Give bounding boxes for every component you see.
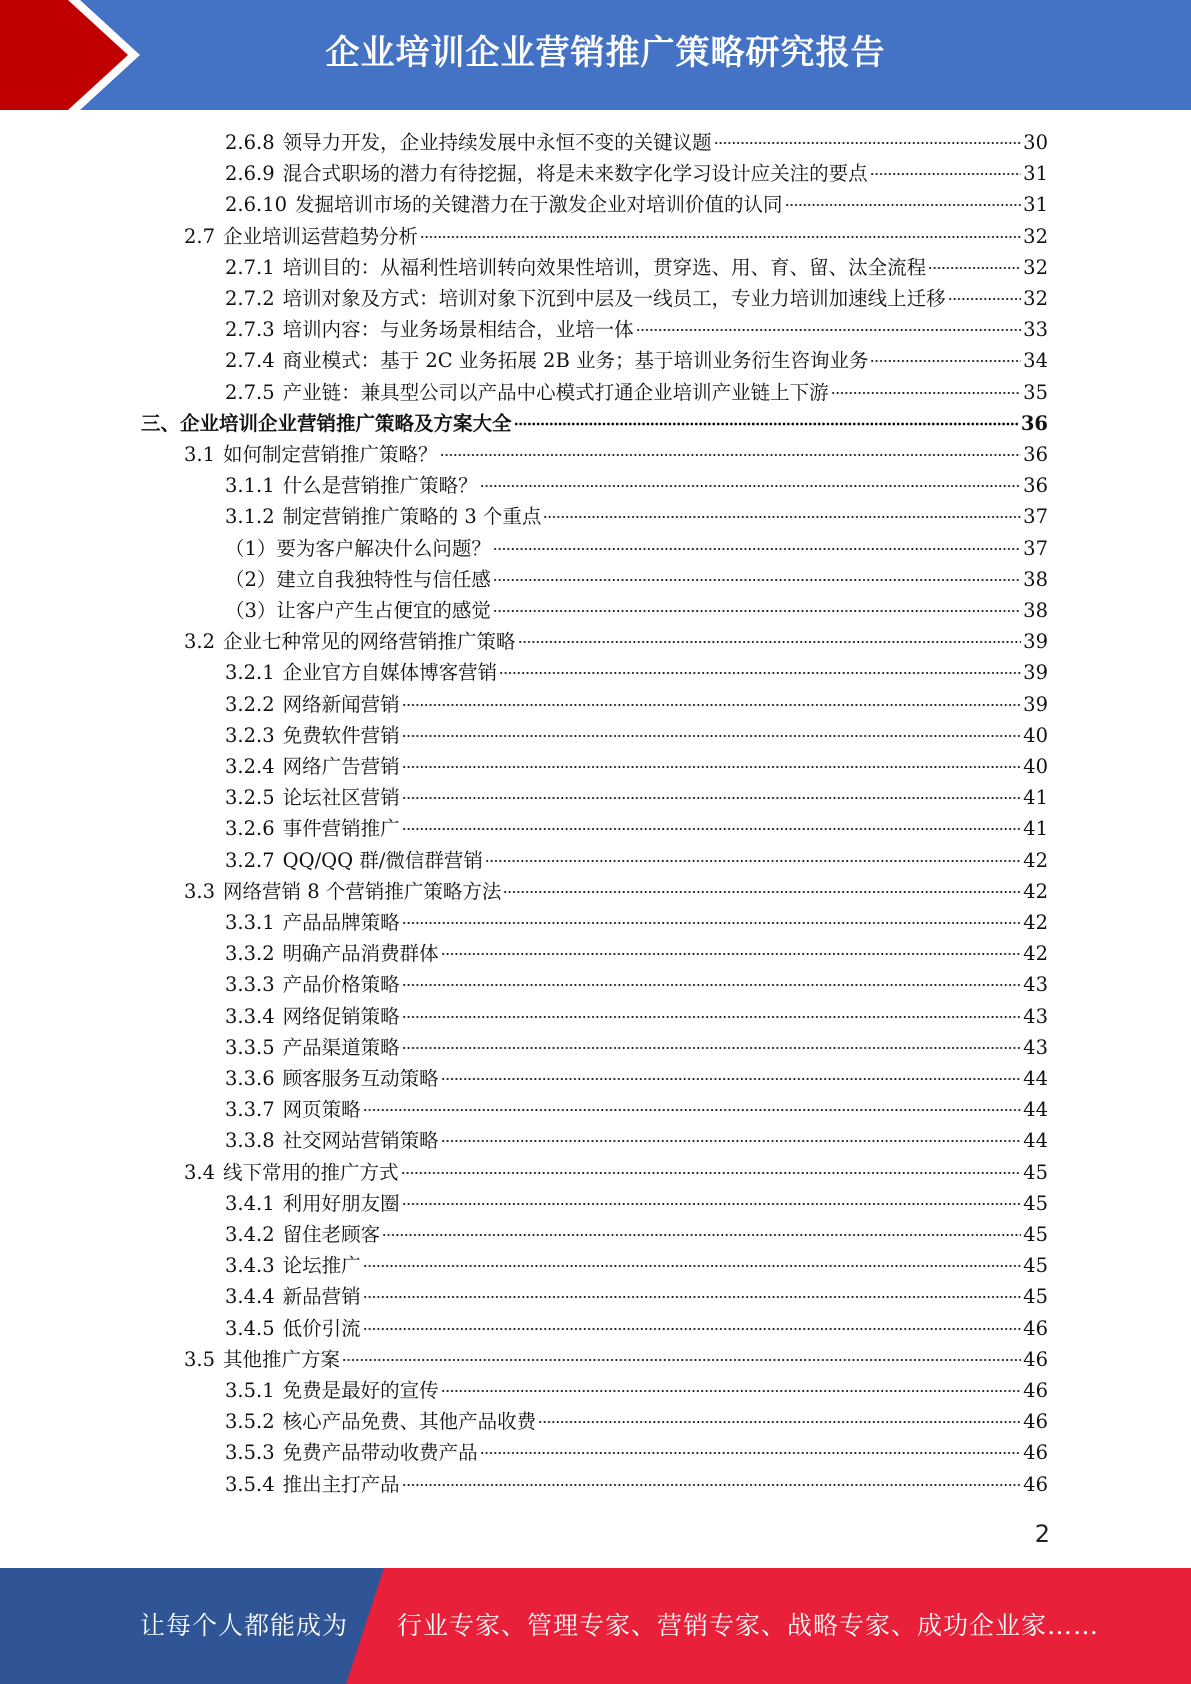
toc-entry-number: 3.5.1 (225, 1379, 275, 1402)
toc-entry-page: 38 (1023, 567, 1048, 591)
toc-dot-leader (342, 1358, 1021, 1362)
toc-entry-title: 利用好朋友圈 (282, 1191, 400, 1215)
toc-dot-leader (401, 1171, 1022, 1175)
toc-entry-page: 37 (1023, 536, 1048, 560)
toc-entry-title: QQ/QQ 群/微信群营销 (282, 848, 483, 872)
toc-dot-leader (948, 297, 1022, 301)
toc-entry-page: 35 (1023, 380, 1048, 404)
toc-dot-leader (928, 266, 1021, 270)
toc-dot-leader (543, 515, 1021, 519)
toc-entry-page: 44 (1023, 1067, 1048, 1090)
toc-entry-title: 线下常用的推广方式 (223, 1160, 399, 1184)
toc-entry-title: 明确产品消费群体 (282, 942, 439, 966)
toc-entry-number: 2.7.3 (225, 318, 275, 342)
toc-entry[interactable] (225, 564, 1048, 595)
toc-entry-number: 3.2.2 (225, 692, 275, 716)
toc-entry[interactable] (225, 782, 1048, 813)
toc-entry-page: 45 (1023, 1160, 1048, 1184)
report-title: 企业培训企业营销推广策略研究报告 (325, 33, 886, 73)
toc-entry-title: 核心产品免费、其他产品收费 (282, 1410, 537, 1434)
toc-entry[interactable] (225, 158, 1048, 189)
toc-dot-leader (420, 235, 1021, 239)
toc-dot-leader (870, 359, 1021, 363)
toc-entry-number: 3.1 (184, 443, 216, 466)
toc-entry-page: 42 (1023, 848, 1048, 872)
toc-entry-number: （3） (225, 599, 277, 622)
toc-entry-page: 43 (1023, 1004, 1048, 1028)
toc-entry[interactable] (225, 1406, 1048, 1437)
toc-entry[interactable] (225, 501, 1048, 532)
toc-entry-title: 论坛社区营销 (282, 786, 400, 810)
toc-dot-leader (441, 1389, 1022, 1393)
toc-entry-page: 45 (1023, 1191, 1048, 1215)
toc-entry[interactable] (184, 876, 1048, 907)
toc-entry-number: 3.1.1 (225, 474, 275, 498)
toc-entry[interactable] (184, 439, 1048, 470)
toc-entry-number: 3.3.2 (225, 942, 275, 966)
toc-entry-number: 3.3.4 (225, 1004, 275, 1028)
toc-entry-page: 30 (1023, 131, 1048, 154)
toc-entry-page: 40 (1023, 755, 1048, 778)
toc-entry-number: 3.5.4 (225, 1472, 275, 1496)
toc-entry[interactable] (184, 1344, 1048, 1375)
toc-entry-page: 42 (1023, 942, 1048, 966)
toc-entry[interactable] (225, 1469, 1048, 1500)
toc-entry-title: 免费产品带动收费产品 (282, 1441, 478, 1465)
toc-entry-number: 3.2 (184, 630, 216, 654)
toc-dot-leader (363, 1108, 1022, 1112)
toc-dot-leader (480, 484, 1022, 488)
toc-dot-leader (402, 1202, 1022, 1206)
toc-entry-page: 36 (1023, 474, 1048, 498)
toc-entry[interactable] (141, 408, 1048, 439)
toc-entry-page: 42 (1023, 879, 1048, 903)
toc-entry-number: 2.6.9 (225, 162, 275, 186)
toc-dot-leader (636, 328, 1022, 332)
toc-dot-leader (831, 391, 1022, 395)
toc-entry-page: 46 (1023, 1472, 1048, 1496)
toc-entry-page: 31 (1023, 162, 1048, 186)
toc-entry-title: 领导力开发，企业持续发展中永恒不变的关键议题 (282, 131, 712, 154)
toc-dot-leader (402, 734, 1022, 738)
toc-entry[interactable] (225, 1094, 1048, 1125)
toc-entry[interactable] (184, 626, 1048, 657)
toc-entry[interactable] (225, 657, 1048, 688)
toc-dot-leader (870, 172, 1022, 176)
toc-entry-title: 产品价格策略 (282, 973, 400, 997)
toc-entry-number: 3.5.2 (225, 1410, 275, 1434)
toc-entry-title: 培训内容：与业务场景相结合，业培一体 (282, 318, 634, 342)
toc-dot-leader (714, 141, 1022, 145)
toc-entry-number: 3.5.3 (225, 1441, 275, 1465)
toc-entry-title: 混合式职场的潜力有待挖掘，将是未来数字化学习设计应关注的要点 (282, 162, 868, 186)
toc-entry-number: 3.4.5 (225, 1316, 275, 1340)
toc-entry-title: 让客户产生占便宜的感觉 (276, 599, 491, 622)
toc-entry[interactable] (225, 1063, 1048, 1094)
toc-entry-title: 免费是最好的宣传 (282, 1379, 439, 1402)
toc-entry-title: 顾客服务互动策略 (282, 1067, 439, 1090)
toc-dot-leader (402, 983, 1022, 987)
toc-entry-page: 31 (1023, 193, 1048, 217)
toc-entry-number: 2.7.5 (225, 380, 275, 404)
toc-dot-leader (480, 1451, 1022, 1455)
toc-entry[interactable] (225, 252, 1048, 283)
toc-dot-leader (518, 640, 1022, 644)
toc-entry-title: 建立自我独特性与信任感 (276, 567, 491, 591)
toc-dot-leader (402, 827, 1022, 831)
toc-entry[interactable] (225, 1032, 1048, 1063)
toc-entry-number: 3.4.4 (225, 1285, 275, 1309)
toc-entry-page: 45 (1023, 1285, 1048, 1309)
toc-entry-title: 发掘培训市场的关键潜力在于激发企业对培训价值的认同 (295, 193, 783, 217)
toc-entry[interactable] (225, 720, 1048, 751)
toc-entry[interactable] (225, 1125, 1048, 1156)
toc-dot-leader (499, 671, 1021, 675)
toc-entry[interactable] (225, 1375, 1048, 1406)
page-header (0, 0, 1191, 110)
toc-entry-title: 网络新闻营销 (282, 692, 400, 716)
toc-entry-number: 3.2.5 (225, 786, 275, 810)
toc-entry-page: 32 (1023, 224, 1048, 248)
toc-entry-page: 41 (1023, 817, 1048, 841)
toc-entry-number: 2.7.4 (225, 349, 275, 373)
toc-entry-number: 3.1.2 (225, 505, 275, 529)
toc-entry-number: 3.3.6 (225, 1067, 275, 1090)
toc-entry-page: 39 (1023, 692, 1048, 716)
toc-entry-number: 3.4 (184, 1160, 216, 1184)
toc-entry-title: 制定营销推广策略的 3 个重点 (282, 505, 542, 529)
toc-entry-title: 事件营销推广 (282, 817, 400, 841)
toc-entry-number: 3.3.3 (225, 973, 275, 997)
toc-dot-leader (382, 1233, 1021, 1237)
toc-entry-title: 新品营销 (282, 1285, 361, 1309)
toc-entry-page: 45 (1023, 1254, 1048, 1278)
toc-entry-title: 产业链：兼具型公司以产品中心模式打通企业培训产业链上下游 (282, 380, 829, 404)
toc-entry-page: 36 (1023, 443, 1048, 466)
toc-entry[interactable] (225, 345, 1048, 376)
toc-entry-number: 3.2.3 (225, 723, 275, 747)
toc-dot-leader (514, 422, 1019, 426)
toc-entry-title: 网络营销 8 个营销推广策略方法 (223, 879, 502, 903)
toc-dot-leader (402, 703, 1022, 707)
toc-entry[interactable] (225, 813, 1048, 844)
toc-entry[interactable] (225, 1437, 1048, 1468)
toc-entry-page: 37 (1023, 505, 1048, 529)
toc-entry-title: 要为客户解决什么问题？ (276, 536, 491, 560)
toc-entry-title: 培训对象及方式：培训对象下沉到中层及一线员工，专业力培训加速线上迁移 (282, 287, 946, 310)
toc-entry-number: 2.7.2 (225, 287, 275, 310)
toc-entry[interactable] (225, 845, 1048, 876)
toc-entry-number: （2） (225, 567, 277, 591)
toc-entry-title: 推出主打产品 (282, 1472, 400, 1496)
toc-entry-page: 32 (1023, 255, 1048, 279)
toc-dot-leader (485, 859, 1021, 863)
page-number: 2 (1034, 1520, 1050, 1548)
toc-entry-page: 41 (1023, 786, 1048, 810)
toc-entry-title: 其他推广方案 (223, 1347, 341, 1371)
toc-entry-title: 网页策略 (282, 1098, 361, 1122)
toc-entry-title: 企业七种常见的网络营销推广策略 (223, 630, 516, 654)
toc-entry-title: 低价引流 (282, 1316, 361, 1340)
toc-entry[interactable] (225, 907, 1048, 938)
toc-entry-page: 46 (1023, 1441, 1048, 1465)
footer-slogan-left: 让每个人都能成为 (140, 1611, 349, 1640)
toc-entry-title: 培训目的：从福利性培训转向效果性培训，贯穿选、用、育、留、汰全流程 (282, 255, 927, 279)
toc-entry-page: 36 (1020, 411, 1048, 435)
toc-entry-number: 2.6.10 (225, 193, 288, 217)
toc-entry[interactable] (184, 1157, 1048, 1188)
toc-entry-title: 留住老顾客 (282, 1223, 381, 1246)
toc-entry-page: 46 (1023, 1410, 1048, 1434)
toc-entry-number: 3.3.7 (225, 1098, 275, 1122)
toc-entry-number: 3.3.8 (225, 1129, 275, 1153)
toc-entry[interactable] (225, 314, 1048, 345)
toc-entry[interactable] (225, 1281, 1048, 1312)
toc-entry-number: 3.2.6 (225, 817, 275, 841)
toc-entry[interactable] (225, 1188, 1048, 1219)
toc-entry-title: 企业培训运营趋势分析 (223, 224, 419, 248)
toc-entry-title: 论坛推广 (282, 1254, 361, 1278)
toc-dot-leader (785, 203, 1022, 207)
toc-entry-title: 如何制定营销推广策略？ (223, 443, 438, 466)
toc-entry[interactable] (225, 189, 1048, 220)
toc-entry-number: 3.3.5 (225, 1035, 275, 1059)
toc-entry-page: 46 (1023, 1347, 1048, 1371)
toc-entry[interactable] (225, 595, 1048, 626)
toc-entry-page: 39 (1023, 630, 1048, 654)
toc-entry[interactable] (184, 221, 1048, 252)
toc-entry-title: 企业官方自媒体博客营销 (282, 661, 498, 685)
toc-entry[interactable] (225, 470, 1048, 501)
toc-entry[interactable] (225, 283, 1048, 314)
toc-entry-page: 42 (1023, 911, 1048, 934)
toc-entry[interactable] (225, 1001, 1048, 1032)
toc-entry[interactable] (225, 969, 1048, 1000)
toc-entry-title: 产品品牌策略 (282, 911, 400, 934)
toc-entry-number: 2.7 (184, 224, 216, 248)
toc-entry-number: 3.2.7 (225, 848, 275, 872)
toc-entry-title: 什么是营销推广策略？ (282, 474, 478, 498)
toc-entry[interactable] (225, 751, 1048, 782)
toc-entry-number: 2.6.8 (225, 131, 275, 154)
toc-dot-leader (402, 1483, 1022, 1487)
toc-entry[interactable] (225, 1313, 1048, 1344)
toc-entry-number: 3.4.1 (225, 1191, 275, 1215)
page-footer (0, 1568, 1191, 1684)
toc-entry-title: 社交网站营销策略 (282, 1129, 439, 1153)
toc-dot-leader (493, 578, 1021, 582)
toc-entry-page: 38 (1023, 599, 1048, 622)
toc-entry-page: 34 (1023, 349, 1048, 373)
toc-entry[interactable] (225, 127, 1048, 158)
toc-entry-page: 45 (1023, 1223, 1048, 1246)
toc-dot-leader (441, 1077, 1022, 1081)
toc-entry-page: 46 (1023, 1379, 1048, 1402)
toc-entry-page: 43 (1023, 1035, 1048, 1059)
toc-dot-leader (363, 1295, 1022, 1299)
toc-entry-page: 44 (1023, 1098, 1048, 1122)
toc-entry[interactable] (225, 533, 1048, 564)
toc-entry-number: 3.3 (184, 879, 216, 903)
toc-dot-leader (538, 1420, 1021, 1424)
toc-entry[interactable] (225, 689, 1048, 720)
toc-entry-number: 3.2.4 (225, 755, 275, 778)
toc-entry-page: 43 (1023, 973, 1048, 997)
toc-dot-leader (402, 921, 1022, 925)
toc-dot-leader (363, 1264, 1022, 1268)
toc-entry-title: 网络促销策略 (282, 1004, 400, 1028)
toc-entry-page: 33 (1023, 318, 1048, 342)
toc-entry-title: 商业模式：基于 2C 业务拓展 2B 业务；基于培训业务衍生咨询业务 (282, 349, 869, 373)
toc-entry[interactable] (225, 938, 1048, 969)
toc-dot-leader (402, 796, 1022, 800)
toc-entry-number: 3.4.3 (225, 1254, 275, 1278)
footer-slogan-right: 行业专家、管理专家、营销专家、战略专家、成功企业家…… (397, 1611, 1100, 1640)
toc-entry[interactable] (225, 377, 1048, 408)
toc-dot-leader (441, 952, 1022, 956)
toc-dot-leader (440, 453, 1022, 457)
toc-dot-leader (402, 1046, 1022, 1050)
toc-entry-number: 3.4.2 (225, 1223, 275, 1246)
toc-dot-leader (363, 1327, 1022, 1331)
toc-entry-number: （1） (225, 536, 277, 560)
toc-dot-leader (402, 765, 1022, 769)
toc-entry-number: 三、 (141, 411, 181, 435)
toc-entry-page: 39 (1023, 661, 1048, 685)
toc-entry-page: 46 (1023, 1316, 1048, 1340)
toc-entry-page: 44 (1023, 1129, 1048, 1153)
toc-entry-number: 3.5 (184, 1347, 216, 1371)
toc-entry-number: 3.3.1 (225, 911, 275, 934)
toc-entry-title: 免费软件营销 (282, 723, 400, 747)
toc-entry-title: 网络广告营销 (282, 755, 400, 778)
toc-entry[interactable] (225, 1250, 1048, 1281)
toc-entry-number: 3.2.1 (225, 661, 275, 685)
toc-entry-number: 2.7.1 (225, 255, 275, 279)
toc-dot-leader (441, 1139, 1022, 1143)
toc-entry-page: 32 (1023, 287, 1048, 310)
toc-entry[interactable] (225, 1219, 1048, 1250)
toc-dot-leader (402, 1015, 1022, 1019)
toc-entry-title: 企业培训企业营销推广策略及方案大全 (180, 411, 512, 435)
toc-dot-leader (493, 547, 1021, 551)
toc-dot-leader (493, 609, 1021, 613)
toc-dot-leader (503, 890, 1021, 894)
toc-entry-page: 40 (1023, 723, 1048, 747)
toc-entry-title: 产品渠道策略 (282, 1035, 400, 1059)
